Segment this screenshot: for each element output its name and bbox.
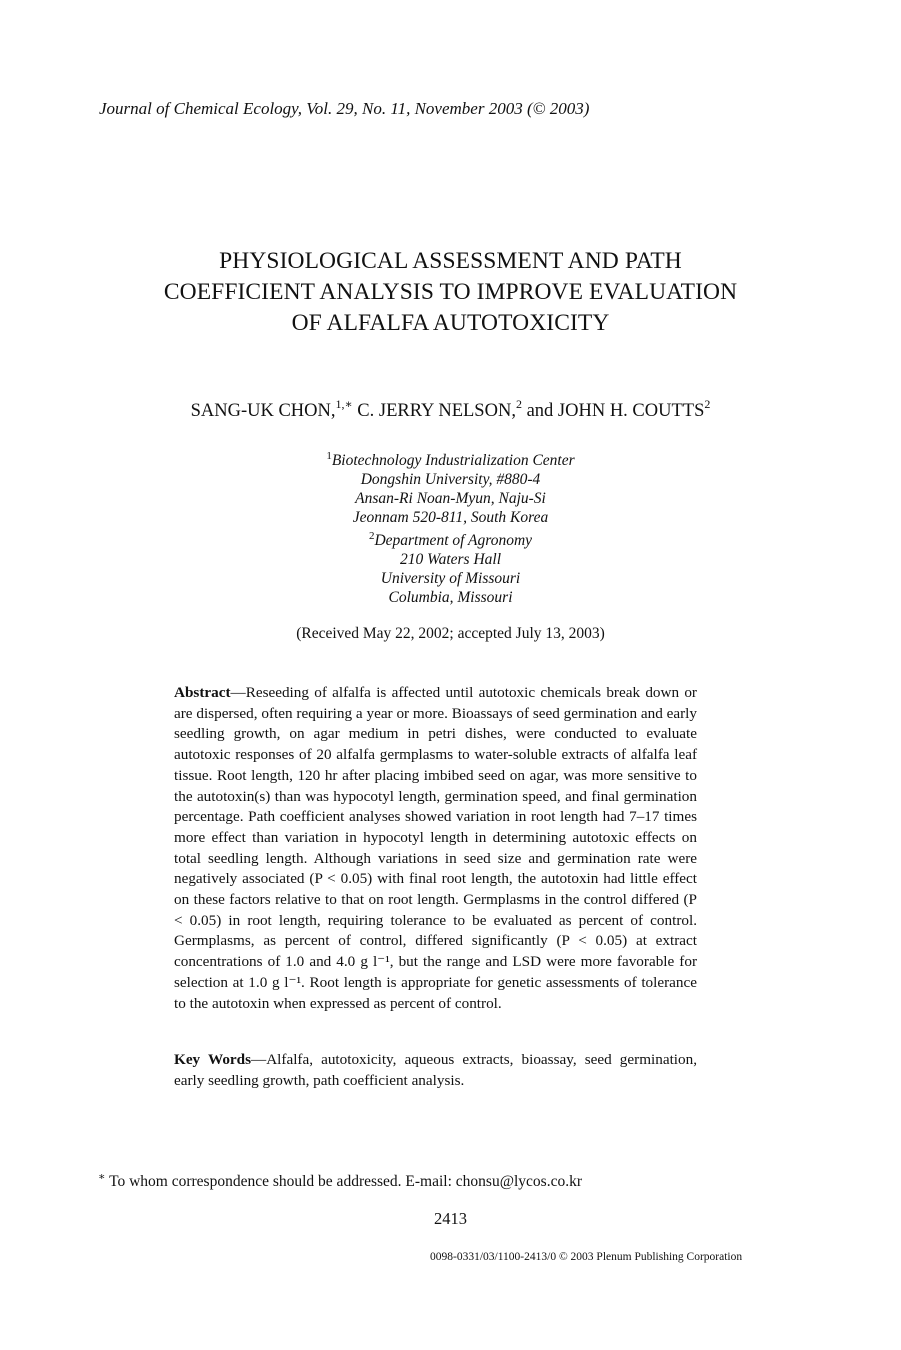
keywords-text: —Alfalfa, autotoxicity, aqueous extracts, bioassay, seed germination, early seedling growth, path coefficient analysis.: [174, 1051, 697, 1089]
title-line: OF ALFALFA AUTOTOXICITY: [291, 310, 610, 336]
affiliation-line: Ansan-Ri Noan-Myun, Naju-Si: [355, 490, 546, 508]
author-list: [80, 398, 821, 422]
affiliation-text: Department of Agronomy: [374, 532, 533, 550]
affiliation-line: Jeonnam 520-811, South Korea: [352, 509, 549, 527]
title-line: PHYSIOLOGICAL ASSESSMENT AND PATH: [219, 248, 682, 274]
affiliation-1: [200, 447, 701, 527]
correspondence-footnote: [98, 1170, 582, 1191]
author-affiliation-mark: 1,∗: [335, 397, 353, 411]
title-line: COEFFICIENT ANALYSIS TO IMPROVE EVALUATION: [163, 279, 738, 305]
affiliation-mark: 1: [326, 450, 332, 462]
affiliation-line: Dongshin University, #880-4: [360, 471, 541, 489]
author-name: SANG-UK CHON,: [190, 401, 336, 422]
affiliation-mark: 2: [368, 530, 375, 542]
keywords: [174, 1050, 697, 1091]
author-affiliation-mark: 2: [704, 397, 711, 411]
author-name: C. JERRY NELSON,: [352, 401, 516, 422]
journal-citation: Journal of Chemical Ecology, Vol. 29, No. 11, November 2003 (© 2003): [99, 99, 590, 118]
author-name: and JOHN H. COUTTS: [521, 401, 705, 422]
affiliation-line: [200, 447, 701, 470]
abstract: [174, 683, 697, 1014]
page-number: 2413: [434, 1209, 467, 1228]
affiliation-line: Columbia, Missouri: [388, 589, 513, 607]
affiliation-text: Biotechnology Industrialization Center: [331, 452, 575, 470]
footnote-text: To whom correspondence should be addressed. E-mail: chonsu@lycos.co.kr: [105, 1173, 582, 1191]
author-affiliation-mark: 2: [515, 397, 522, 411]
affiliation-line: 210 Waters Hall: [399, 551, 502, 569]
footnote-mark: ∗: [98, 1171, 106, 1183]
affiliation-line: University of Missouri: [380, 570, 521, 588]
received-dates: (Received May 22, 2002; accepted July 13, 2003): [296, 625, 605, 642]
article-title: [100, 246, 801, 339]
copyright-line: 0098-0331/03/1100-2413/0 © 2003 Plenum Publishing Corporation: [430, 1251, 743, 1263]
keywords-heading: Key Words: [174, 1051, 252, 1068]
abstract-heading: Abstract: [174, 684, 231, 701]
affiliation-line: [200, 527, 701, 550]
affiliation-2: [200, 527, 701, 607]
abstract-text: —Reseeding of alfalfa is affected until autotoxic chemicals break down or are dispersed, often requiring a year or more. Bioassays of seed germination and early seedling growth, on agar medium in petri dishes, were conducted to evaluate autotoxic responses of 20 alfalfa germplasms to water-soluble extracts of alfalfa leaf tissue. Root length, 120 hr after placing imbibed seed on agar, was more sensitive to the autotoxin(s) than was hypocotyl length, germination speed, and final germination percentage. Path coefficient analyses showed variation in root length had 7–17 times more effect than variation in hypocotyl length in determining autotoxic effects on total seedling length. Although variations in seed size and germination rate were negatively associated (P < 0.05) with final root length, the autotoxin had little effect on these factors relative to that on root length. Germplasms in the control differed (P < 0.05) in root length, requiring tolerance to be evaluated as percent of control. Germplasms, as percent of control, differed significantly (P < 0.05) at extract concentrations of 1.0 and 4.0 g l⁻¹, but the range and LSD were more favorable for selection at 1.0 g l⁻¹. Root length is appropriate for genetic assessments of tolerance to the autotoxin when expressed as percent of control.: [174, 684, 697, 1012]
